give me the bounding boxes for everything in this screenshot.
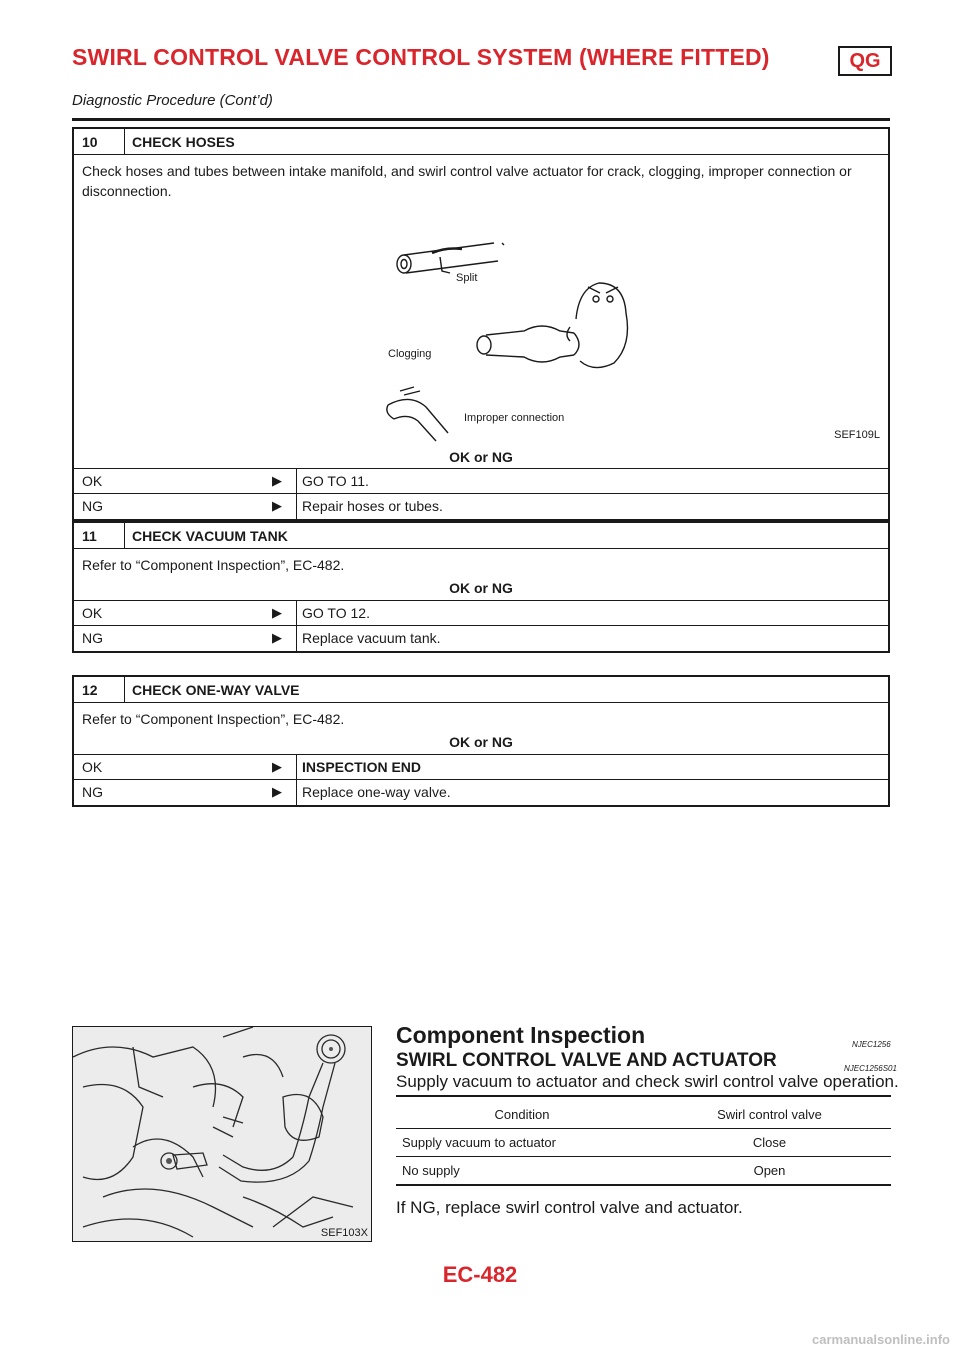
section-title: SWIRL CONTROL VALVE CONTROL SYSTEM (WHERE FITTED) [72, 44, 770, 70]
improper-label: Improper connection [464, 412, 565, 424]
table-cell: Supply vacuum to actuator [396, 1129, 648, 1157]
column-header: Condition [396, 1101, 648, 1129]
step-description [74, 703, 888, 755]
arrow-icon: ▶ [272, 605, 282, 620]
table-header-row [396, 1101, 891, 1129]
result-row-ng [74, 494, 888, 519]
result-key: OK [82, 473, 103, 489]
figure-code: SEF109L [834, 429, 880, 441]
table-cell: Open [648, 1157, 891, 1186]
column-header: Swirl control valve [648, 1101, 891, 1129]
ok-or-ng-prompt: OK or NG [449, 580, 513, 596]
table-cell: Close [648, 1129, 891, 1157]
step-description [74, 549, 888, 601]
engine-bay-illustration [73, 1027, 372, 1242]
table-top-rule [396, 1095, 891, 1097]
step-number: 11 [82, 528, 97, 544]
ok-or-ng-prompt: OK or NG [449, 734, 513, 750]
condition-table [396, 1101, 891, 1186]
result-key: OK [82, 605, 103, 621]
result-row-ok [74, 601, 888, 626]
table-row [396, 1157, 891, 1186]
step-number: 10 [82, 134, 98, 150]
section-subtitle: Diagnostic Procedure (Cont’d) [72, 92, 273, 109]
table-cell: No supply [396, 1157, 648, 1186]
step-12-box [72, 675, 890, 807]
component-inspection-title: Component Inspection [396, 1022, 646, 1048]
arrow-icon: ▶ [272, 759, 282, 774]
title-ref-code: NJEC1256 [852, 1040, 891, 1049]
result-row-ng [74, 626, 888, 651]
result-value: Repair hoses or tubes. [302, 498, 443, 514]
result-value: Replace one-way valve. [302, 784, 451, 800]
arrow-icon: ▶ [272, 473, 282, 488]
result-value: Replace vacuum tank. [302, 630, 441, 646]
step-description [74, 155, 888, 469]
arrow-icon: ▶ [272, 784, 282, 799]
table-row [396, 1129, 891, 1157]
step-number: 12 [82, 682, 98, 698]
page-number: EC-482 [442, 1262, 518, 1287]
result-value: INSPECTION END [302, 759, 422, 775]
result-key: OK [82, 759, 103, 775]
engine-badge: QG [838, 46, 892, 76]
ok-or-ng-prompt: OK or NG [449, 449, 513, 465]
result-key: NG [82, 784, 103, 800]
step-11-box [72, 521, 890, 653]
result-row-ok [74, 469, 888, 494]
result-value: GO TO 12. [302, 605, 370, 621]
hose-fault-illustration [374, 233, 634, 443]
split-label: Split [456, 272, 478, 284]
result-row-ok [74, 755, 888, 780]
inspection-instruction: Supply vacuum to actuator and check swirl control valve operation. [396, 1072, 899, 1091]
step-header [74, 523, 888, 549]
arrow-icon: ▶ [272, 630, 282, 645]
step-title: CHECK HOSES [132, 134, 235, 150]
clogging-label: Clogging [388, 348, 432, 360]
result-value: GO TO 11. [302, 473, 369, 489]
component-subtitle: SWIRL CONTROL VALVE AND ACTUATOR [396, 1050, 777, 1071]
step-header [74, 677, 888, 703]
step-title: CHECK ONE-WAY VALVE [132, 682, 300, 698]
result-row-ng [74, 780, 888, 805]
result-key: NG [82, 498, 103, 514]
arrow-icon: ▶ [272, 498, 282, 513]
footer-watermark: carmanualsonline.info [812, 1332, 950, 1347]
actuator-photo [72, 1026, 372, 1242]
photo-code: SEF103X [320, 1227, 368, 1239]
step-10-box [72, 127, 890, 521]
ng-note: If NG, replace swirl control valve and actuator. [396, 1198, 743, 1217]
description-text: Refer to “Component Inspection”, EC-482. [82, 557, 345, 573]
description-text: Refer to “Component Inspection”, EC-482. [82, 711, 345, 727]
subtitle-ref-code: NJEC1256S01 [844, 1064, 897, 1073]
description-text: Check hoses and tubes between intake manifold, and swirl control valve actuator for crack, clogging, improper connection or disconnection. [82, 163, 852, 199]
header-rule [72, 118, 890, 121]
result-key: NG [82, 630, 103, 646]
step-header [74, 129, 888, 155]
step-title: CHECK VACUUM TANK [132, 528, 288, 544]
